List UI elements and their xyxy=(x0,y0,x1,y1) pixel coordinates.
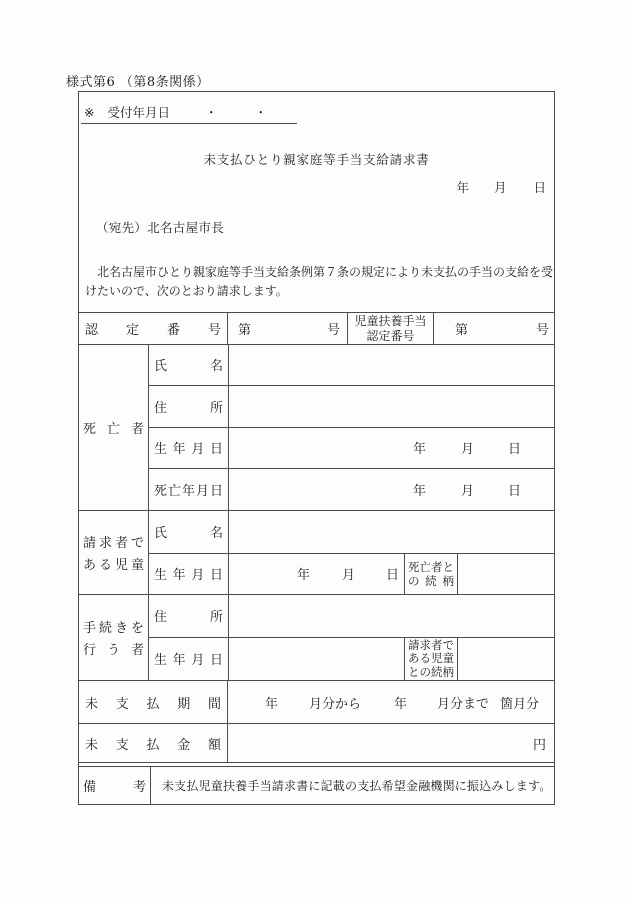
relation-to-claimant-label xyxy=(404,638,457,681)
claimant-group-label xyxy=(79,511,148,594)
cert-number-label: 認 定 番 号 xyxy=(85,323,221,338)
claimant-name-row xyxy=(149,511,554,553)
child-support-cert-label-line2: 認定番号 xyxy=(366,328,415,343)
relation-label-line3: と の 続 柄 xyxy=(408,664,454,679)
relation-label-line2: の 続 柄 xyxy=(408,573,454,588)
form-header-section xyxy=(79,92,554,312)
claimant-child-section xyxy=(79,510,554,594)
address-label: 住 所 xyxy=(154,610,223,626)
deceased-group-label-text: 死 亡 者 xyxy=(83,422,144,437)
birthdate-label: 生 年 月 日 xyxy=(154,653,223,669)
proxy-group-label xyxy=(79,595,148,680)
form-border-box xyxy=(78,91,555,805)
proxy-birthdate-row xyxy=(149,637,554,681)
name-label: 氏 名 xyxy=(154,526,223,542)
body-paragraph: 北名古屋市ひとり親家庭等手当支給条例第７条の規定により未支払の手当の支給を受けたいので、次のとおり請求します。 xyxy=(85,265,554,298)
month-label: 月 xyxy=(460,484,474,500)
year-label: 年 xyxy=(394,696,408,712)
unpaid-period-row xyxy=(79,680,554,723)
unpaid-period-label: 未 支 払 期 間 xyxy=(85,696,221,712)
year-label: 年 xyxy=(265,696,279,712)
proxy-rows xyxy=(148,595,554,680)
deceased-birthdate-row xyxy=(149,427,554,469)
claimant-birthdate-row xyxy=(149,553,554,595)
deceased-rows xyxy=(148,345,554,510)
relation-label-line1: 請 求 者 で xyxy=(408,637,454,652)
reception-date-label: 受付年月日 xyxy=(107,105,170,120)
claimant-name-value-cell xyxy=(228,511,554,553)
month-label: 月 xyxy=(460,442,474,458)
birthdate-label: 生 年 月 日 xyxy=(154,568,223,584)
claimant-group-label-line2: あ る 児 童 xyxy=(83,558,144,573)
month-label: 月 xyxy=(493,180,507,195)
deathdate-label: 死 亡 年 月 日 xyxy=(154,484,223,500)
cert-number-value-cell xyxy=(227,313,347,344)
number-suffix: 号 xyxy=(326,323,340,338)
child-support-cert-label-line1: 児童扶養手当 xyxy=(354,313,427,328)
to-month-label: 月分まで xyxy=(437,696,490,712)
deceased-name-row xyxy=(149,345,554,385)
date-dot-separator: ・ xyxy=(254,105,268,120)
deceased-group-label xyxy=(79,345,148,510)
unpaid-amount-row xyxy=(79,723,554,762)
proxy-birthdate-value-cell xyxy=(228,638,404,681)
deceased-deathdate-row xyxy=(149,468,554,510)
proxy-group-label-line2: 行 う 者 xyxy=(83,643,144,658)
relation-to-claimant-value-cell xyxy=(457,638,554,681)
submission-date-line xyxy=(456,178,554,196)
child-support-cert-value-cell xyxy=(433,313,554,344)
claimant-rows xyxy=(148,511,554,594)
proxy-address-row xyxy=(149,595,554,637)
number-prefix: 第 xyxy=(238,323,252,338)
number-prefix: 第 xyxy=(455,323,469,338)
deceased-address-row xyxy=(149,385,554,427)
deceased-deathdate-value-cell xyxy=(228,469,554,510)
remarks-text: 未支払児童扶養手当請求書に記載の支払希望金融機関に振込みします。 xyxy=(162,779,552,793)
day-label: 日 xyxy=(507,484,521,500)
birthdate-label: 生 年 月 日 xyxy=(154,442,223,458)
relation-to-deceased-label xyxy=(404,554,457,595)
day-label: 日 xyxy=(533,180,546,195)
year-label: 年 xyxy=(296,568,310,584)
from-month-label: 月分から xyxy=(309,696,362,712)
deceased-name-value-cell xyxy=(228,345,554,385)
day-label: 日 xyxy=(385,568,399,584)
cert-number-row xyxy=(79,312,554,344)
form-title: 未支払ひとり親家庭等手当支給請求書 xyxy=(203,152,430,167)
relation-to-deceased-value-cell xyxy=(457,554,554,595)
remarks-row xyxy=(79,766,554,804)
reception-mark: ※ xyxy=(84,105,95,120)
deceased-section xyxy=(79,344,554,510)
form-number: 様式第6 （第8条関係） xyxy=(66,75,210,90)
proxy-address-value-cell xyxy=(228,595,554,637)
remarks-text-cell xyxy=(150,767,554,804)
name-label: 氏 名 xyxy=(154,359,223,375)
day-label: 日 xyxy=(507,442,521,458)
year-label: 年 xyxy=(412,484,426,500)
claimant-birthdate-value-cell xyxy=(228,554,404,595)
proxy-group-label-line1: 手 続 き を xyxy=(83,621,144,636)
reception-date-field xyxy=(81,105,297,124)
unpaid-amount-value-cell xyxy=(227,724,554,762)
month-label: 月 xyxy=(341,568,355,584)
addressee-line: （宛先）北名古屋市長 xyxy=(96,220,225,235)
date-dot-separator: ・ xyxy=(205,105,218,120)
relation-label-line1: 死 亡 者 と xyxy=(408,559,454,574)
deceased-address-value-cell xyxy=(228,386,554,427)
remarks-label: 備 考 xyxy=(83,780,146,795)
child-support-cert-label xyxy=(347,313,433,344)
address-label: 住 所 xyxy=(154,400,223,416)
year-label: 年 xyxy=(412,442,426,458)
claimant-group-label-line1: 請 求 者 で xyxy=(83,536,144,551)
unpaid-period-value-cell xyxy=(227,681,554,723)
deceased-birthdate-value-cell xyxy=(228,428,554,469)
yen-unit-label: 円 xyxy=(532,737,546,753)
unpaid-amount-label: 未 支 払 金 額 xyxy=(85,737,221,753)
number-suffix: 号 xyxy=(535,323,549,338)
months-count-label: 箇月分 xyxy=(500,696,540,712)
proxy-section xyxy=(79,594,554,680)
year-label: 年 xyxy=(456,180,469,195)
relation-label-line2: あ る 児 童 xyxy=(408,651,454,665)
